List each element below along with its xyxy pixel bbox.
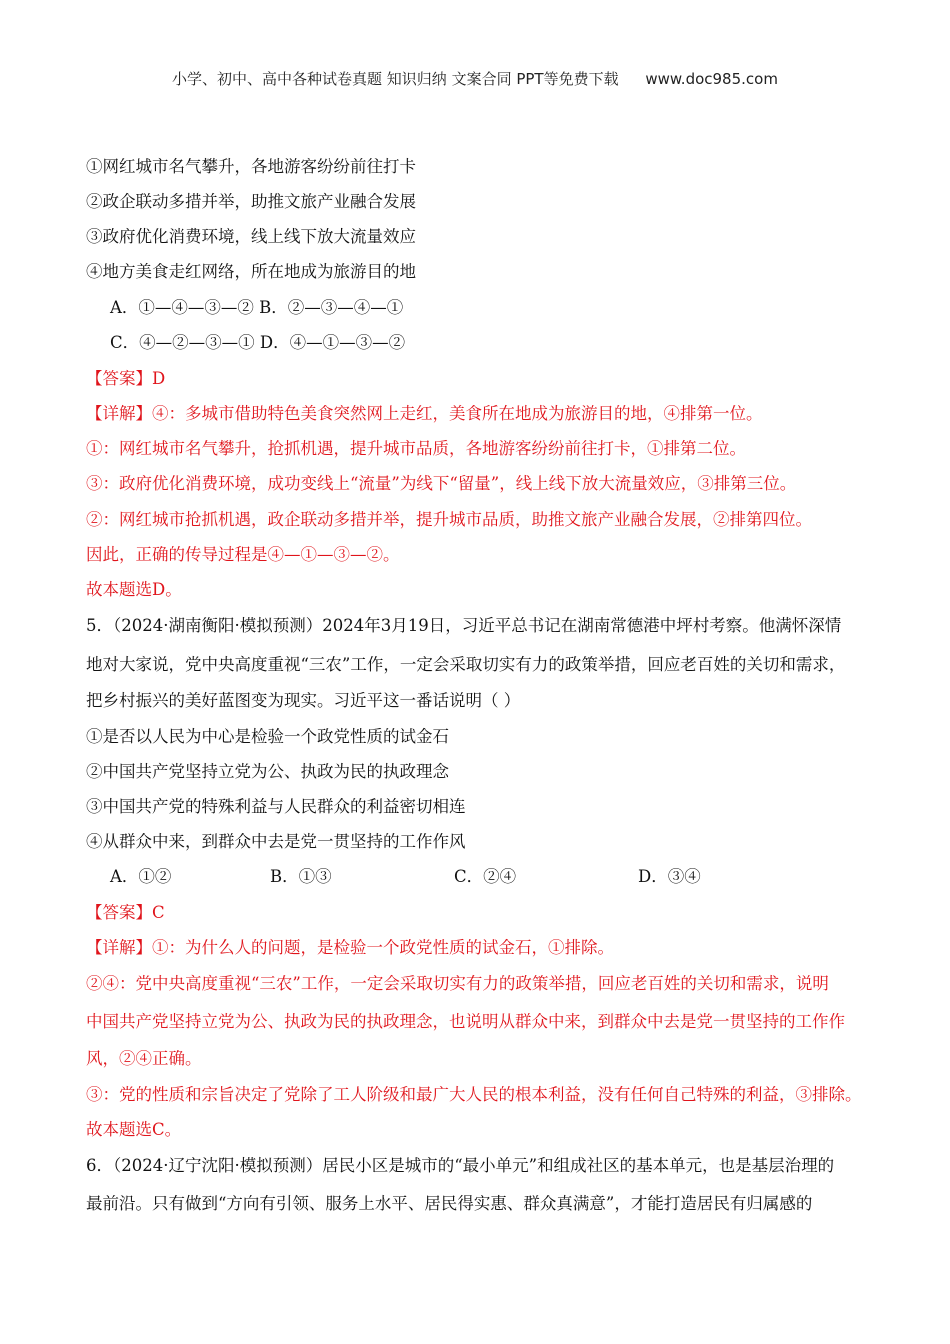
q4-options-row-2: C．④—②—③—① D．④—①—③—②	[110, 333, 406, 352]
header-url[interactable]: www.doc985.com	[645, 70, 778, 88]
q5-item-4: ④从群众中来，到群众中去是党一贯坚持的工作作风	[86, 832, 466, 851]
q4-detail-4: ②：网红城市抢抓机遇，政企联动多措并举，提升城市品质，助推文旅产业融合发展，②排第四位。	[86, 510, 812, 529]
q4-answer: 【答案】D	[86, 369, 166, 388]
q4-item-4: ④地方美食走红网络，所在地成为旅游目的地	[86, 262, 416, 281]
q5-detail-4: 风，②④正确。	[86, 1049, 202, 1068]
q4-detail-5: 因此，正确的传导过程是④—①—③—②。	[86, 545, 400, 564]
q5-detail-5: ③：党的性质和宗旨决定了党除了工人阶级和最广大人民的根本利益，没有任何自己特殊的利益，③排除。	[86, 1085, 862, 1104]
q5-detail-1: 【详解】①：为什么人的问题，是检验一个政党性质的试金石，①排除。	[86, 938, 614, 957]
q4-detail-6: 故本题选D。	[86, 580, 182, 599]
q5-stem-2: 地对大家说，党中央高度重视“三农”工作，一定会采取切实有力的政策举措，回应老百姓的关切和需求，	[86, 655, 846, 674]
q5-detail-3: 中国共产党坚持立党为公、执政为民的执政理念，也说明从群众中来，到群众中去是党一贯坚持的工作作	[86, 1012, 845, 1031]
q4-item-2: ②政企联动多措并举，助推文旅产业融合发展	[86, 192, 416, 211]
page-header	[0, 68, 950, 89]
q4-detail-3: ③：政府优化消费环境，成功变线上“流量”为线下“留量”，线上线下放大流量效应，③排第三位。	[86, 474, 797, 493]
q5-option-c: C．②④	[454, 867, 517, 886]
q4-item-3: ③政府优化消费环境，线上线下放大流量效应	[86, 227, 416, 246]
q5-item-2: ②中国共产党坚持立党为公、执政为民的执政理念	[86, 762, 449, 781]
q4-detail-2: ①：网红城市名气攀升，抢抓机遇，提升城市品质，各地游客纷纷前往打卡，①排第二位。	[86, 439, 746, 458]
q5-option-a: A．①②	[110, 867, 172, 886]
q4-detail-1: 【详解】④：多城市借助特色美食突然网上走红，美食所在地成为旅游目的地，④排第一位。	[86, 404, 763, 423]
q5-stem-1: 5．（2024·湖南衡阳·模拟预测）2024年3月19日，习近平总书记在湖南常德港中坪村考察。他满怀深情	[86, 616, 842, 635]
q4-options-row-1: A．①—④—③—② B．②—③—④—①	[110, 298, 404, 317]
q5-option-b: B．①③	[270, 867, 332, 886]
q5-stem-3: 把乡村振兴的美好蓝图变为现实。习近平这一番话说明（ ）	[86, 691, 521, 710]
q6-stem-2: 最前沿。只有做到“方向有引领、服务上水平、居民得实惠、群众真满意”，才能打造居民有归属感的	[86, 1194, 813, 1213]
header-text: 小学、初中、高中各种试卷真题 知识归纳 文案合同 PPT等免费下载	[172, 70, 619, 88]
q6-stem-1: 6．（2024·辽宁沈阳·模拟预测）居民小区是城市的“最小单元”和组成社区的基本单元，也是基层治理的	[86, 1156, 835, 1175]
q5-detail-2: ②④：党中央高度重视“三农”工作，一定会采取切实有力的政策举措，回应老百姓的关切和需求，说明	[86, 974, 829, 993]
q4-item-1: ①网红城市名气攀升，各地游客纷纷前往打卡	[86, 157, 416, 176]
q5-option-d: D．③④	[638, 867, 701, 886]
q5-item-1: ①是否以人民为中心是检验一个政党性质的试金石	[86, 727, 449, 746]
q5-detail-6: 故本题选C。	[86, 1120, 182, 1139]
q5-item-3: ③中国共产党的特殊利益与人民群众的利益密切相连	[86, 797, 466, 816]
q5-answer: 【答案】C	[86, 903, 165, 922]
